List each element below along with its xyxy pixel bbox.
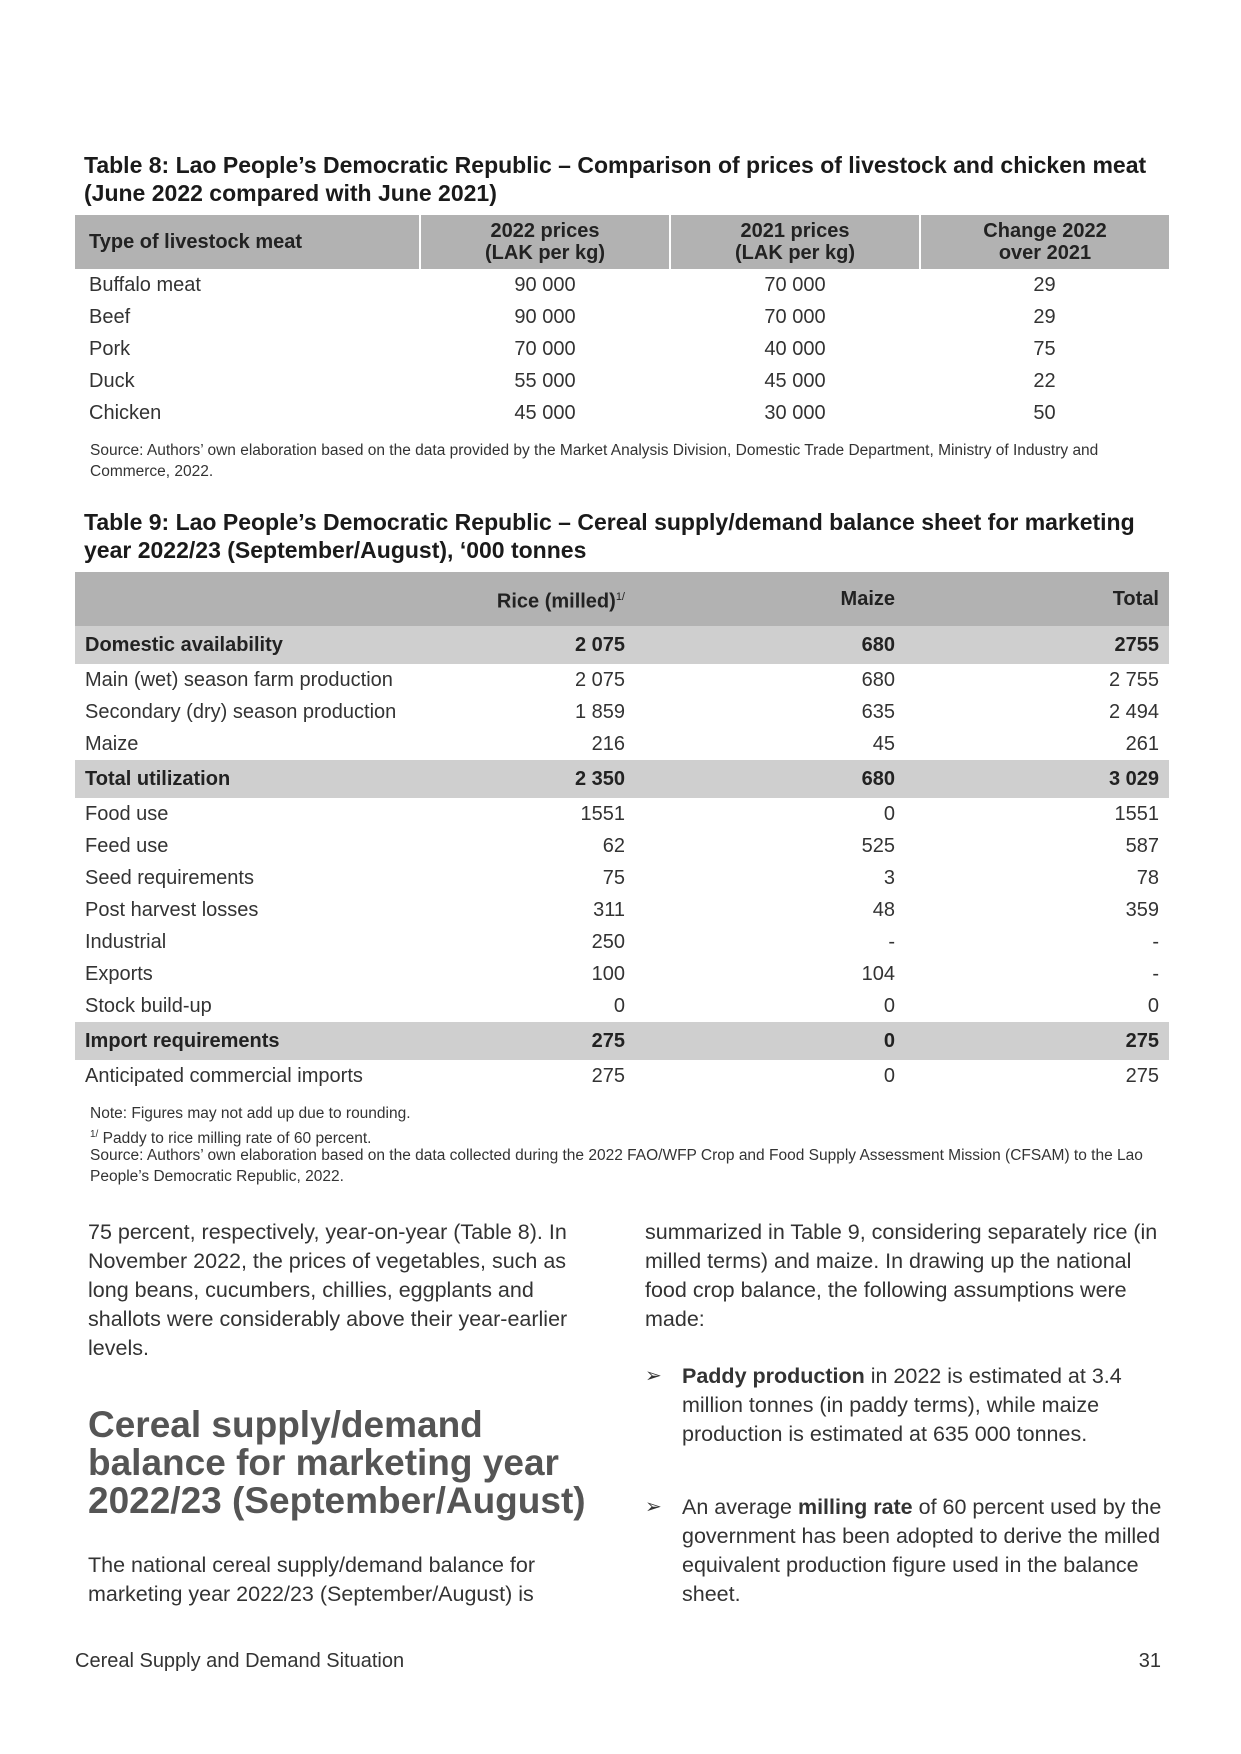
table9-note: Note: Figures may not add up due to rounding. xyxy=(90,1105,411,1122)
table9-cell-value: 2 350 xyxy=(420,760,635,798)
table9-cell-value: 311 xyxy=(593,898,625,921)
table9-cell-value: 2 075 xyxy=(420,626,635,664)
table9-cell-value: 0 xyxy=(635,1022,905,1060)
table9-cell-value: 680 xyxy=(635,626,905,664)
table9-cell-value: 680 xyxy=(861,668,895,691)
table9-cell-value: 48 xyxy=(872,898,895,921)
table9-cell-value: 587 xyxy=(1125,834,1159,857)
table8 xyxy=(75,215,1169,429)
table9-cell-value: 275 xyxy=(591,1064,625,1087)
table9-cell-value: 78 xyxy=(1136,866,1159,889)
bullet-2-bold: milling rate xyxy=(797,1495,913,1519)
table9-header-rice xyxy=(420,572,635,626)
table9-cell-value: 275 xyxy=(420,1022,635,1060)
table8-header-row xyxy=(75,215,1169,269)
table9-rice-footnote-mark: 1/ xyxy=(615,590,625,603)
table9-cell-value: - xyxy=(888,930,895,953)
footer-page-number: 31 xyxy=(1138,1650,1161,1672)
table9-cell-value: 2 755 xyxy=(1108,668,1159,691)
table9-cell-value: - xyxy=(1152,962,1159,985)
table8-cell-value: 40 000 xyxy=(764,337,826,360)
table9-cell-label: Feed use xyxy=(85,834,169,857)
table8-row xyxy=(75,397,1169,429)
table9-cell-value: 104 xyxy=(861,962,895,985)
table9-cell-value: 261 xyxy=(1125,732,1159,755)
table9-cell-label: Maize xyxy=(85,732,139,755)
table9-cell-label: Secondary (dry) season production xyxy=(85,700,397,723)
table9-cell-value: 359 xyxy=(1125,898,1159,921)
table9-cell-value: 75 xyxy=(602,866,625,889)
table9-subtotal-row xyxy=(75,626,1169,664)
bullet-1-text: in 2022 is estimated at 3.4 million tonnes (in paddy terms), while maize production is estimated at 635 000 tonnes. xyxy=(682,1364,1122,1446)
table9-footnote-mark: 1/ xyxy=(90,1129,99,1140)
table8-cell-value: 90 000 xyxy=(514,305,576,328)
table8-cell-value: 29 xyxy=(1033,273,1056,296)
table9-cell-value: - xyxy=(1152,930,1159,953)
bullet-arrow-icon: ➢ xyxy=(645,1365,662,1387)
table8-header-change: Change 2022 over 2021 xyxy=(920,215,1169,269)
table8-cell-value: 70 000 xyxy=(514,337,576,360)
table9-cell-value: 0 xyxy=(613,994,625,1017)
table8-cell-value: 90 000 xyxy=(514,273,576,296)
table9-cell-label: Industrial xyxy=(85,930,167,953)
table9-row xyxy=(75,830,1169,862)
table8-cell-value: 30 000 xyxy=(764,401,826,424)
table9-cell-value: 0 xyxy=(883,994,895,1017)
table9-cell-label: Domestic availability xyxy=(75,626,420,664)
table9-footnote-text: Paddy to rice milling rate of 60 percent. xyxy=(98,1130,372,1148)
table8-cell-value: 45 000 xyxy=(514,401,576,424)
table9-cell-label: Stock build-up xyxy=(85,994,212,1017)
table9-cell-label: Seed requirements xyxy=(85,866,254,889)
table9-cell-value: 680 xyxy=(635,760,905,798)
table8-source: Source: Authors’ own elaboration based on the data provided by the Market Analysis Division, Domestic Trade Department, Ministry of Industry and Commerce, 2022. xyxy=(90,442,1099,480)
table9-cell-label: Main (wet) season farm production xyxy=(85,668,393,691)
table9-row xyxy=(75,798,1169,830)
table8-row xyxy=(75,333,1169,365)
table9-subtotal-row xyxy=(75,760,1169,798)
table8-row xyxy=(75,365,1169,397)
table8-body xyxy=(75,269,1169,429)
table8-header-2021: 2021 prices (LAK per kg) xyxy=(670,215,920,269)
table8-header-2022: 2022 prices (LAK per kg) xyxy=(420,215,670,269)
table9-cell-label: Exports xyxy=(85,962,153,985)
table9-row xyxy=(75,958,1169,990)
table8-cell-type: Chicken xyxy=(89,401,162,424)
bullet-milling-rate xyxy=(645,1493,1170,1609)
table9-header-row xyxy=(75,572,1169,626)
table9-cell-label: Total utilization xyxy=(75,760,420,798)
table9 xyxy=(75,572,1169,1092)
table9-cell-value: 100 xyxy=(591,962,625,985)
table9-cell-value: 275 xyxy=(905,1022,1169,1060)
table9-cell-value: 0 xyxy=(1147,994,1159,1017)
table8-cell-value: 75 xyxy=(1033,337,1056,360)
table9-row xyxy=(75,1060,1169,1092)
table9-cell-value: 1551 xyxy=(580,802,625,825)
table9-cell-label: Anticipated commercial imports xyxy=(85,1064,363,1087)
table8-cell-value: 70 000 xyxy=(764,273,826,296)
table8-row xyxy=(75,301,1169,333)
table9-cell-value: 2 494 xyxy=(1108,700,1159,723)
table9-cell-value: 250 xyxy=(591,930,625,953)
bullet-paddy-production xyxy=(645,1362,1170,1449)
table9-row xyxy=(75,990,1169,1022)
table9-cell-value: 2 075 xyxy=(574,668,625,691)
table8-cell-value: 45 000 xyxy=(764,369,826,392)
table8-cell-type: Buffalo meat xyxy=(89,273,201,296)
table8-row xyxy=(75,269,1169,301)
table9-body xyxy=(75,626,1169,1092)
table8-cell-value: 29 xyxy=(1033,305,1056,328)
table9-cell-value: 635 xyxy=(861,700,895,723)
left-paragraph-2: The national cereal supply/demand balance for marketing year 2022/23 (September/August) is xyxy=(88,1553,536,1606)
table9-cell-value: 62 xyxy=(602,834,625,857)
table9-row xyxy=(75,696,1169,728)
section-heading: Cereal supply/demand balance for marketing year 2022/23 (September/August) xyxy=(88,1404,586,1521)
table9-cell-value: 2755 xyxy=(905,626,1169,664)
table9-row xyxy=(75,862,1169,894)
table9-row xyxy=(75,894,1169,926)
table9-header-total: Total xyxy=(905,572,1169,626)
table9-source: Source: Authors’ own elaboration based on the data collected during the 2022 FAO/WFP Crop and Food Supply Assessment Mission (CFSAM) to the Lao People’s Democratic Republic, 2022. xyxy=(90,1147,1143,1185)
table8-cell-value: 50 xyxy=(1033,401,1056,424)
table8-header-type: Type of livestock meat xyxy=(75,215,420,269)
table9-cell-value: 45 xyxy=(872,732,895,755)
table9-cell-value: 216 xyxy=(591,732,625,755)
table9-row xyxy=(75,926,1169,958)
left-paragraph-1: 75 percent, respectively, year-on-year (Table 8). In November 2022, the prices of vegetables, such as long beans, cucumbers, chillies, eggplants and shallots were considerably above their year-earlier levels. xyxy=(88,1220,568,1360)
bullet-arrow-icon: ➢ xyxy=(645,1496,662,1518)
table9-cell-value: 275 xyxy=(1125,1064,1159,1087)
table9-header-rice-label: Rice (milled) xyxy=(496,590,616,613)
table9-row xyxy=(75,664,1169,696)
table9-cell-value: 1 859 xyxy=(574,700,625,723)
footer-section-title: Cereal Supply and Demand Situation xyxy=(75,1650,405,1672)
bullet-1-bold: Paddy production xyxy=(682,1364,865,1388)
table9-title: Table 9: Lao People’s Democratic Republic – Cereal supply/demand balance sheet for marketing year 2022/23 (September/August), ‘000 tonnes xyxy=(84,509,1135,563)
bullet-2-lead: An average xyxy=(682,1495,798,1519)
table9-cell-label: Food use xyxy=(85,802,169,825)
table9-header-maize: Maize xyxy=(635,572,905,626)
table9-cell-value: 1551 xyxy=(1114,802,1159,825)
table9-cell-label: Import requirements xyxy=(75,1022,420,1060)
table8-cell-type: Duck xyxy=(89,369,135,392)
table8-cell-value: 55 000 xyxy=(514,369,576,392)
table9-header-blank xyxy=(75,572,420,626)
table8-cell-value: 70 000 xyxy=(764,305,826,328)
table8-title: Table 8: Lao People’s Democratic Republic – Comparison of prices of livestock and chicken meat (June 2022 compared with June 2021) xyxy=(84,152,1147,206)
table9-subtotal-row xyxy=(75,1022,1169,1060)
table9-cell-value: 525 xyxy=(861,834,895,857)
table8-cell-type: Beef xyxy=(89,305,131,328)
table8-cell-value: 22 xyxy=(1033,369,1056,392)
table8-cell-type: Pork xyxy=(89,337,131,360)
right-paragraph-1: summarized in Table 9, considering separately rice (in milled terms) and maize. In drawing up the national food crop balance, the following assumptions were made: xyxy=(645,1220,1158,1331)
table9-row xyxy=(75,728,1169,760)
table9-cell-value: 0 xyxy=(883,802,895,825)
bullet-2-text: of 60 percent used by the government has been adopted to derive the milled equivalent production figure used in the balance sheet. xyxy=(682,1495,1162,1606)
table9-cell-value: 3 029 xyxy=(905,760,1169,798)
table9-cell-label: Post harvest losses xyxy=(85,898,259,921)
table9-cell-value: 0 xyxy=(883,1064,895,1087)
table9-cell-value: 3 xyxy=(883,866,895,889)
